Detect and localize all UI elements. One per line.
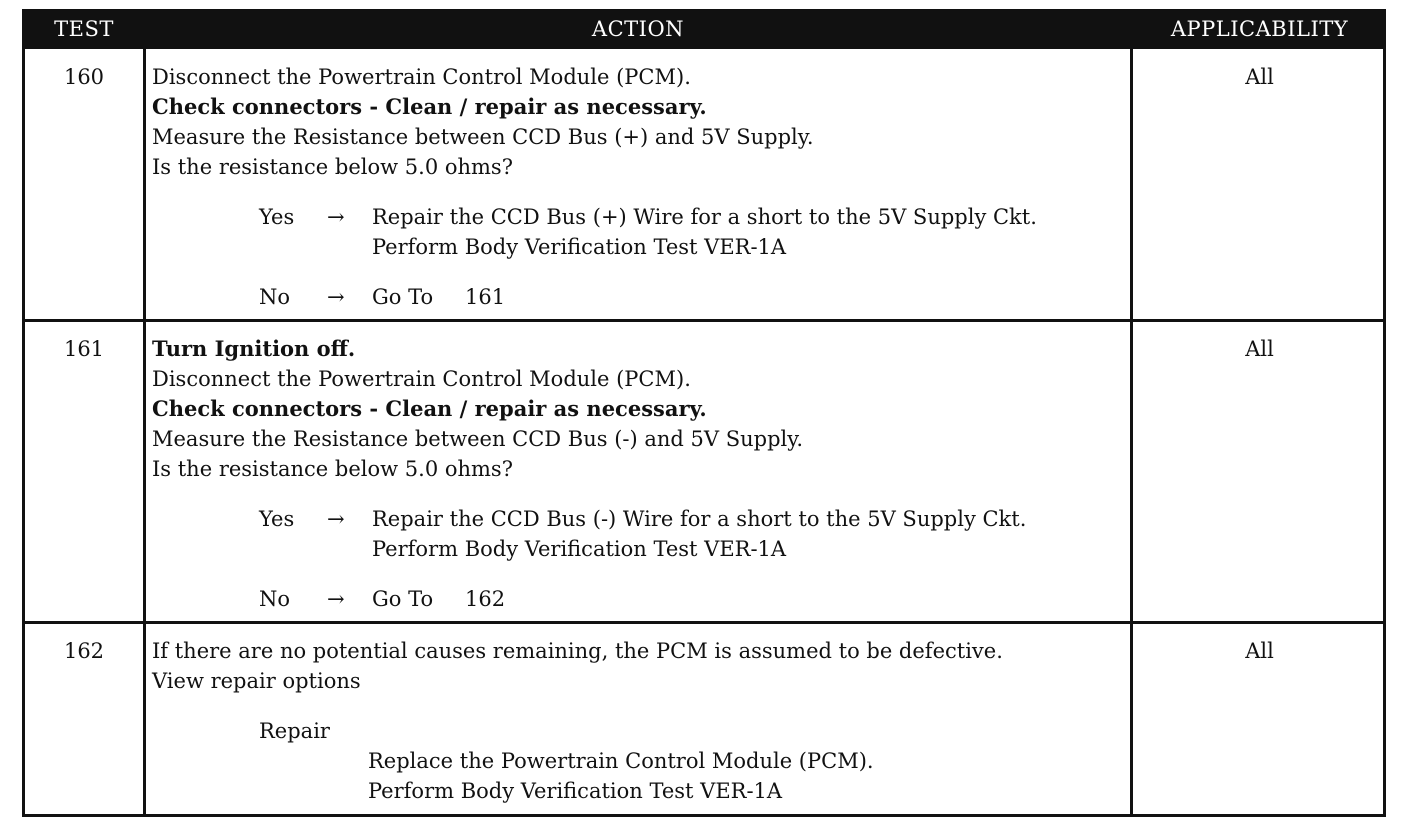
- header-action: ACTION: [591, 17, 685, 41]
- action-line: If there are no potential causes remaining, the PCM is assumed to be defective.: [152, 639, 1003, 663]
- repair-action: Replace the Powertrain Control Module (PCM).: [368, 749, 874, 773]
- table-header: [25, 12, 1383, 49]
- action-line-bold: Check connectors - Clean / repair as necessary.: [152, 396, 707, 421]
- no-label: No: [259, 587, 291, 611]
- arrow-icon: →: [327, 507, 345, 531]
- yes-label: Yes: [259, 507, 295, 531]
- yes-action: Repair the CCD Bus (+) Wire for a short to the 5V Supply Ckt.: [372, 205, 1037, 229]
- arrow-icon: →: [327, 205, 345, 229]
- go-to-target: 161: [465, 285, 506, 309]
- applicability-value: All: [1245, 65, 1274, 89]
- test-number: 160: [63, 65, 105, 89]
- arrow-icon: →: [327, 587, 345, 611]
- applicability-value: All: [1245, 639, 1274, 663]
- action-line: Disconnect the Powertrain Control Module (PCM).: [152, 367, 691, 391]
- action-line: Measure the Resistance between CCD Bus (-) and 5V Supply.: [152, 427, 803, 451]
- header-applicability: APPLICABILITY: [1170, 17, 1349, 41]
- yes-action: Repair the CCD Bus (-) Wire for a short to the 5V Supply Ckt.: [372, 507, 1027, 531]
- header-test: TEST: [54, 17, 114, 41]
- action-line: Measure the Resistance between CCD Bus (+) and 5V Supply.: [152, 125, 814, 149]
- test-number: 161: [63, 337, 105, 361]
- action-line-bold: Check connectors - Clean / repair as necessary.: [152, 94, 707, 119]
- row-divider: [25, 319, 1383, 322]
- no-label: No: [259, 285, 291, 309]
- row-divider: [25, 621, 1383, 624]
- yes-label: Yes: [259, 205, 295, 229]
- yes-action: Perform Body Verification Test VER-1A: [372, 235, 787, 259]
- action-question: Is the resistance below 5.0 ohms?: [152, 457, 513, 481]
- go-to-target: 162: [465, 587, 506, 611]
- action-question: Is the resistance below 5.0 ohms?: [152, 155, 513, 179]
- yes-action: Perform Body Verification Test VER-1A: [372, 537, 787, 561]
- go-to-label: Go To: [372, 285, 434, 309]
- action-line: Disconnect the Powertrain Control Module (PCM).: [152, 65, 691, 89]
- arrow-icon: →: [327, 285, 345, 309]
- column-divider: [143, 49, 146, 814]
- action-line-bold: Turn Ignition off.: [152, 336, 356, 361]
- action-line: View repair options: [152, 669, 361, 693]
- diagnostic-table: [22, 9, 1386, 817]
- test-number: 162: [63, 639, 105, 663]
- repair-action: Perform Body Verification Test VER-1A: [368, 779, 783, 803]
- go-to-label: Go To: [372, 587, 434, 611]
- column-divider: [1130, 49, 1133, 814]
- repair-label: Repair: [259, 719, 330, 743]
- applicability-value: All: [1245, 337, 1274, 361]
